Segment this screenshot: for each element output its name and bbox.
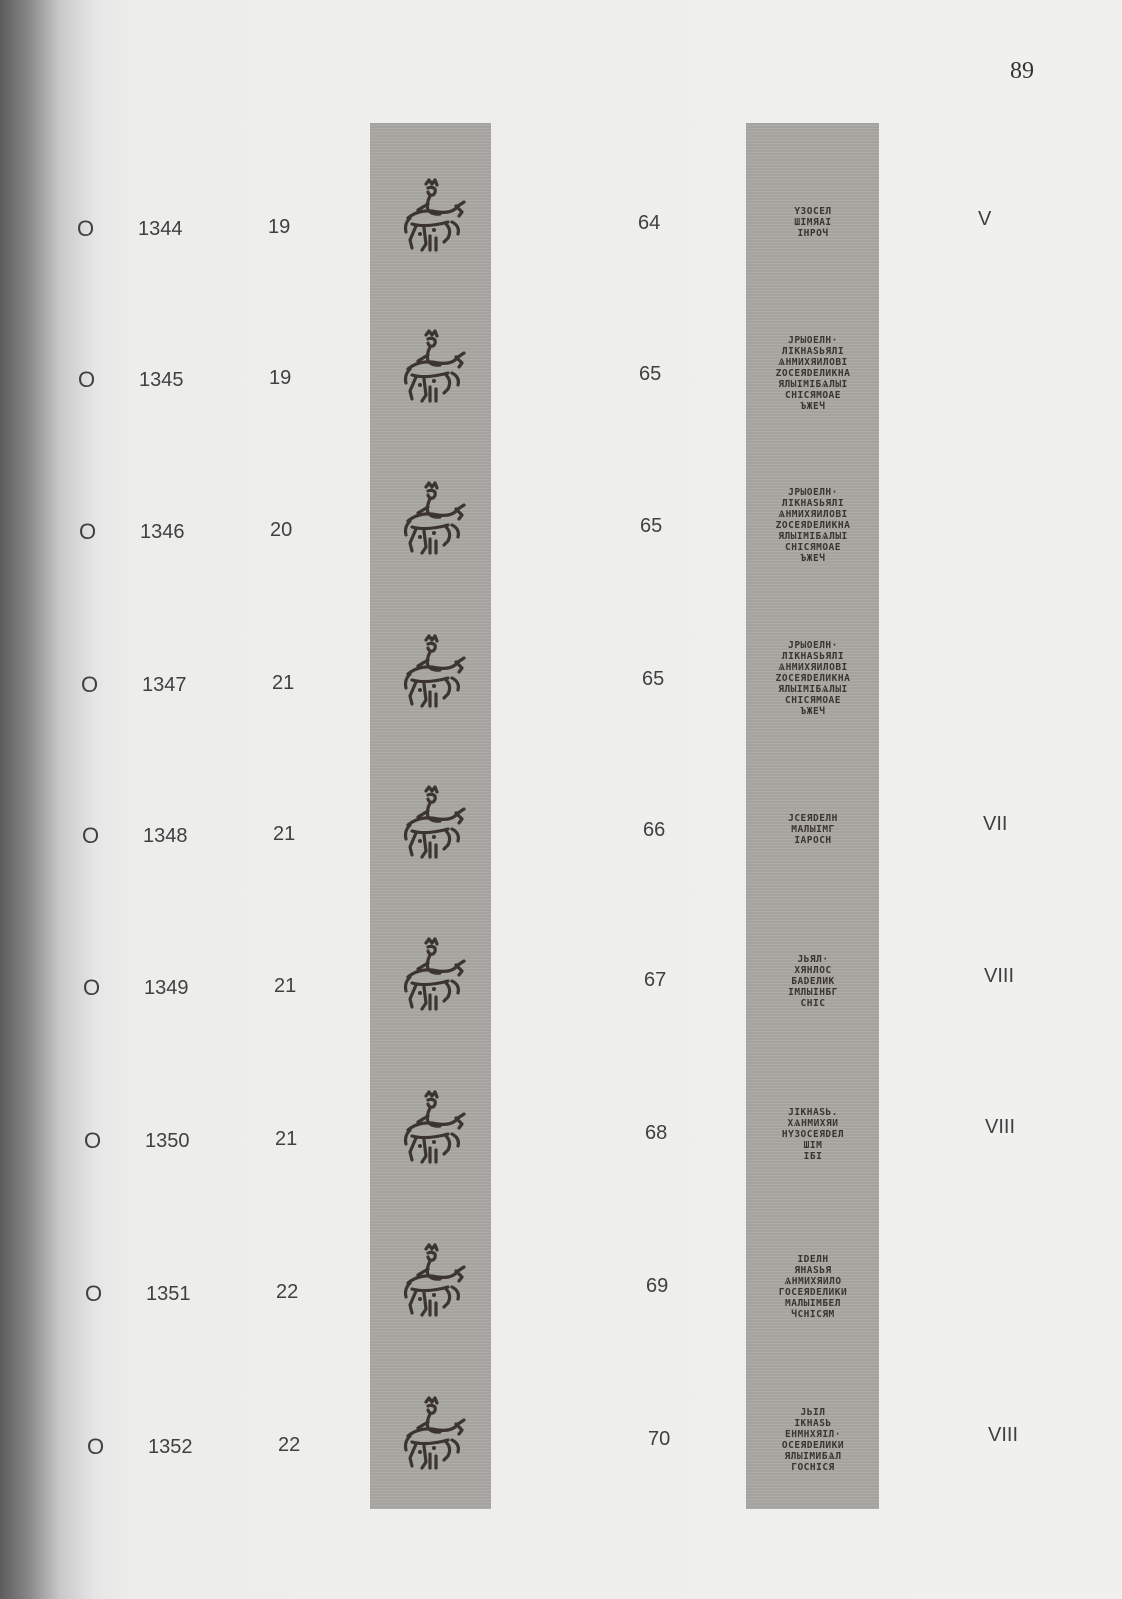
- legend-line: ҮЗОСЕЛ: [794, 205, 832, 217]
- legend-line: МАЛЫIМГ: [791, 823, 835, 835]
- legend-line: ЧСНIСЯМ: [791, 1309, 835, 1320]
- legend-line: ЯЛЫIМIБѦЛЫI: [778, 683, 848, 695]
- legend-line: ОСЕЯDЕЛИКИ: [781, 1440, 845, 1451]
- weight-value: 65: [639, 363, 662, 385]
- legend-line: ЈРЫОЕЛН·: [788, 334, 838, 346]
- weight-value: 65: [642, 668, 665, 690]
- weight-value: 67: [644, 969, 667, 991]
- catalog-number: 1345: [139, 369, 184, 391]
- legend-line: ЈСЕЯDЕЛН: [788, 812, 838, 824]
- reverse-seal-legend: [754, 931, 872, 1031]
- legend-line: ЈIКНАЅЬ.: [788, 1106, 838, 1118]
- legend-line: ЯЛЫIМIБѦЛЫI: [778, 530, 848, 542]
- legend-line: ЪЖЕЧ: [800, 552, 826, 564]
- legend-line: ѦНМИХЯИЛО: [784, 1276, 842, 1287]
- catalog-number: 1346: [140, 521, 185, 543]
- legend-line: ЯЛЫIМIБѦЛЫI: [778, 378, 848, 390]
- reverse-seal-legend: [754, 628, 872, 728]
- horseman-seal-icon: [390, 785, 470, 869]
- row-mark: O: [82, 823, 100, 848]
- horseman-seal-icon: [390, 634, 470, 718]
- row-mark: O: [81, 672, 99, 697]
- catalog-number: 1351: [146, 1283, 191, 1305]
- legend-line: ЕНМНХЯIЛ·: [785, 1429, 841, 1440]
- catalog-number: 1352: [148, 1436, 193, 1458]
- legend-line: МАЛЫIМБЕЛ: [785, 1298, 841, 1309]
- weight-value: 69: [646, 1275, 669, 1297]
- legend-line: ЛIКНАЅЬЯЛI: [781, 497, 845, 509]
- horseman-seal-icon: [390, 481, 470, 565]
- row-mark: O: [83, 975, 101, 1000]
- plate-number: 21: [274, 975, 297, 997]
- reverse-seal-legend: [754, 475, 872, 575]
- legend-line: ZОСЕЯDЕЛИКНА: [775, 672, 851, 684]
- catalog-row: [0, 1407, 1122, 1494]
- legend-line: ЪЖЕЧ: [800, 400, 826, 412]
- legend-line: СНIС: [800, 997, 826, 1009]
- plate-number: 19: [269, 367, 292, 389]
- group-roman: VIII: [985, 1116, 1016, 1138]
- catalog-row: [0, 953, 1122, 1035]
- plate-number: 21: [275, 1128, 298, 1150]
- plate-number: 22: [276, 1281, 299, 1303]
- legend-line: ЛIКНАЅЬЯЛI: [781, 650, 845, 662]
- legend-line: СНIСЯМОАЕ: [785, 541, 841, 553]
- catalog-row: [0, 1254, 1122, 1341]
- legend-line: ГОСЕЯDЕЛИКИ: [778, 1287, 848, 1298]
- weight-value: 65: [640, 515, 663, 537]
- reverse-seal-legend: [754, 779, 872, 879]
- group-roman: VII: [983, 813, 1008, 835]
- legend-line: ЈЬIЛ: [800, 1407, 826, 1418]
- horseman-seal-icon: [390, 1243, 470, 1327]
- legend-line: ІНРОЧ: [797, 227, 829, 239]
- legend-line: ZОСЕЯDЕЛИКНА: [775, 367, 851, 379]
- row-mark: O: [87, 1434, 105, 1459]
- legend-line: ЛIКНАЅЬЯЛI: [781, 345, 845, 357]
- legend-line: ѦНМИХЯИЛОВI: [778, 508, 848, 520]
- legend-line: ХЯНЛОС: [794, 964, 832, 976]
- legend-line: ЯЛЫIМИБѦЛ: [784, 1451, 842, 1462]
- plate-number: 21: [272, 672, 295, 694]
- legend-line: ЪЖЕЧ: [800, 705, 826, 717]
- page-number: 89: [1010, 58, 1034, 84]
- horseman-seal-icon: [390, 937, 470, 1021]
- legend-line: IБI: [803, 1150, 823, 1162]
- legend-line: СНIСЯМОАЕ: [785, 389, 841, 401]
- catalog-row: [0, 812, 1122, 883]
- catalog-number: 1349: [144, 977, 189, 999]
- reverse-seal-legend: [754, 172, 872, 272]
- row-mark: O: [85, 1281, 103, 1306]
- legend-line: ZОСЕЯDЕЛИКНА: [775, 519, 851, 531]
- row-mark: O: [84, 1128, 102, 1153]
- legend-line: ѦНМИХЯИЛОВI: [778, 356, 848, 368]
- group-roman: VIII: [984, 965, 1015, 987]
- weight-value: 66: [643, 819, 666, 841]
- horseman-seal-icon: [390, 1396, 470, 1480]
- row-mark: O: [77, 216, 95, 241]
- legend-line: IАРОСН: [794, 834, 832, 846]
- horseman-seal-icon: [390, 178, 470, 262]
- legend-line: IDЕЛН: [797, 1254, 829, 1265]
- catalog-row: [0, 639, 1122, 732]
- legend-line: IМЛЫIНБГ: [788, 986, 838, 998]
- legend-line: ЈРЫОЕЛН·: [788, 639, 838, 651]
- reverse-seal-legend: [754, 1084, 872, 1184]
- plate-number: 22: [278, 1434, 301, 1456]
- legend-line: ГОСНIСЯ: [791, 1462, 835, 1473]
- group-roman: V: [978, 208, 992, 230]
- catalog-number: 1347: [142, 674, 187, 696]
- catalog-number: 1344: [138, 218, 183, 240]
- weight-value: 68: [645, 1122, 668, 1144]
- legend-line: ѦНМИХЯИЛОВI: [778, 661, 848, 673]
- catalog-number: 1348: [143, 825, 188, 847]
- reverse-seal-legend: [754, 1390, 872, 1490]
- reverse-seal-legend: [754, 1237, 872, 1337]
- catalog-row: [0, 1106, 1122, 1188]
- legend-line: БАDЕЛИК: [791, 975, 835, 987]
- weight-value: 70: [648, 1428, 671, 1450]
- horseman-seal-icon: [390, 1090, 470, 1174]
- plate-number: 20: [270, 519, 293, 541]
- weight-value: 64: [638, 212, 661, 234]
- legend-line: ШIМ: [803, 1139, 823, 1151]
- legend-line: ЈРЫОЕЛН·: [788, 486, 838, 498]
- row-mark: O: [79, 519, 97, 544]
- legend-line: СНIСЯМОАЕ: [785, 694, 841, 706]
- legend-line: ЈЬЯЛ·: [797, 953, 829, 965]
- catalog-row: [0, 334, 1122, 427]
- reverse-seal-legend: [754, 323, 872, 423]
- group-roman: VIII: [988, 1424, 1019, 1446]
- legend-line: IКНАЅЬ: [794, 1418, 832, 1429]
- catalog-number: 1350: [145, 1130, 190, 1152]
- catalog-row: [0, 486, 1122, 579]
- legend-line: ЯНАЅЬЯ: [794, 1265, 832, 1276]
- row-mark: O: [78, 367, 96, 392]
- legend-line: ШIМЯАI: [794, 216, 832, 228]
- catalog-row: [0, 205, 1122, 276]
- legend-line: НҮЗОСЕЯDЕЛ: [781, 1128, 845, 1140]
- horseman-seal-icon: [390, 329, 470, 413]
- plate-number: 19: [268, 216, 291, 238]
- plate-number: 21: [273, 823, 296, 845]
- legend-line: ХѦНМИХЯИ: [787, 1117, 839, 1129]
